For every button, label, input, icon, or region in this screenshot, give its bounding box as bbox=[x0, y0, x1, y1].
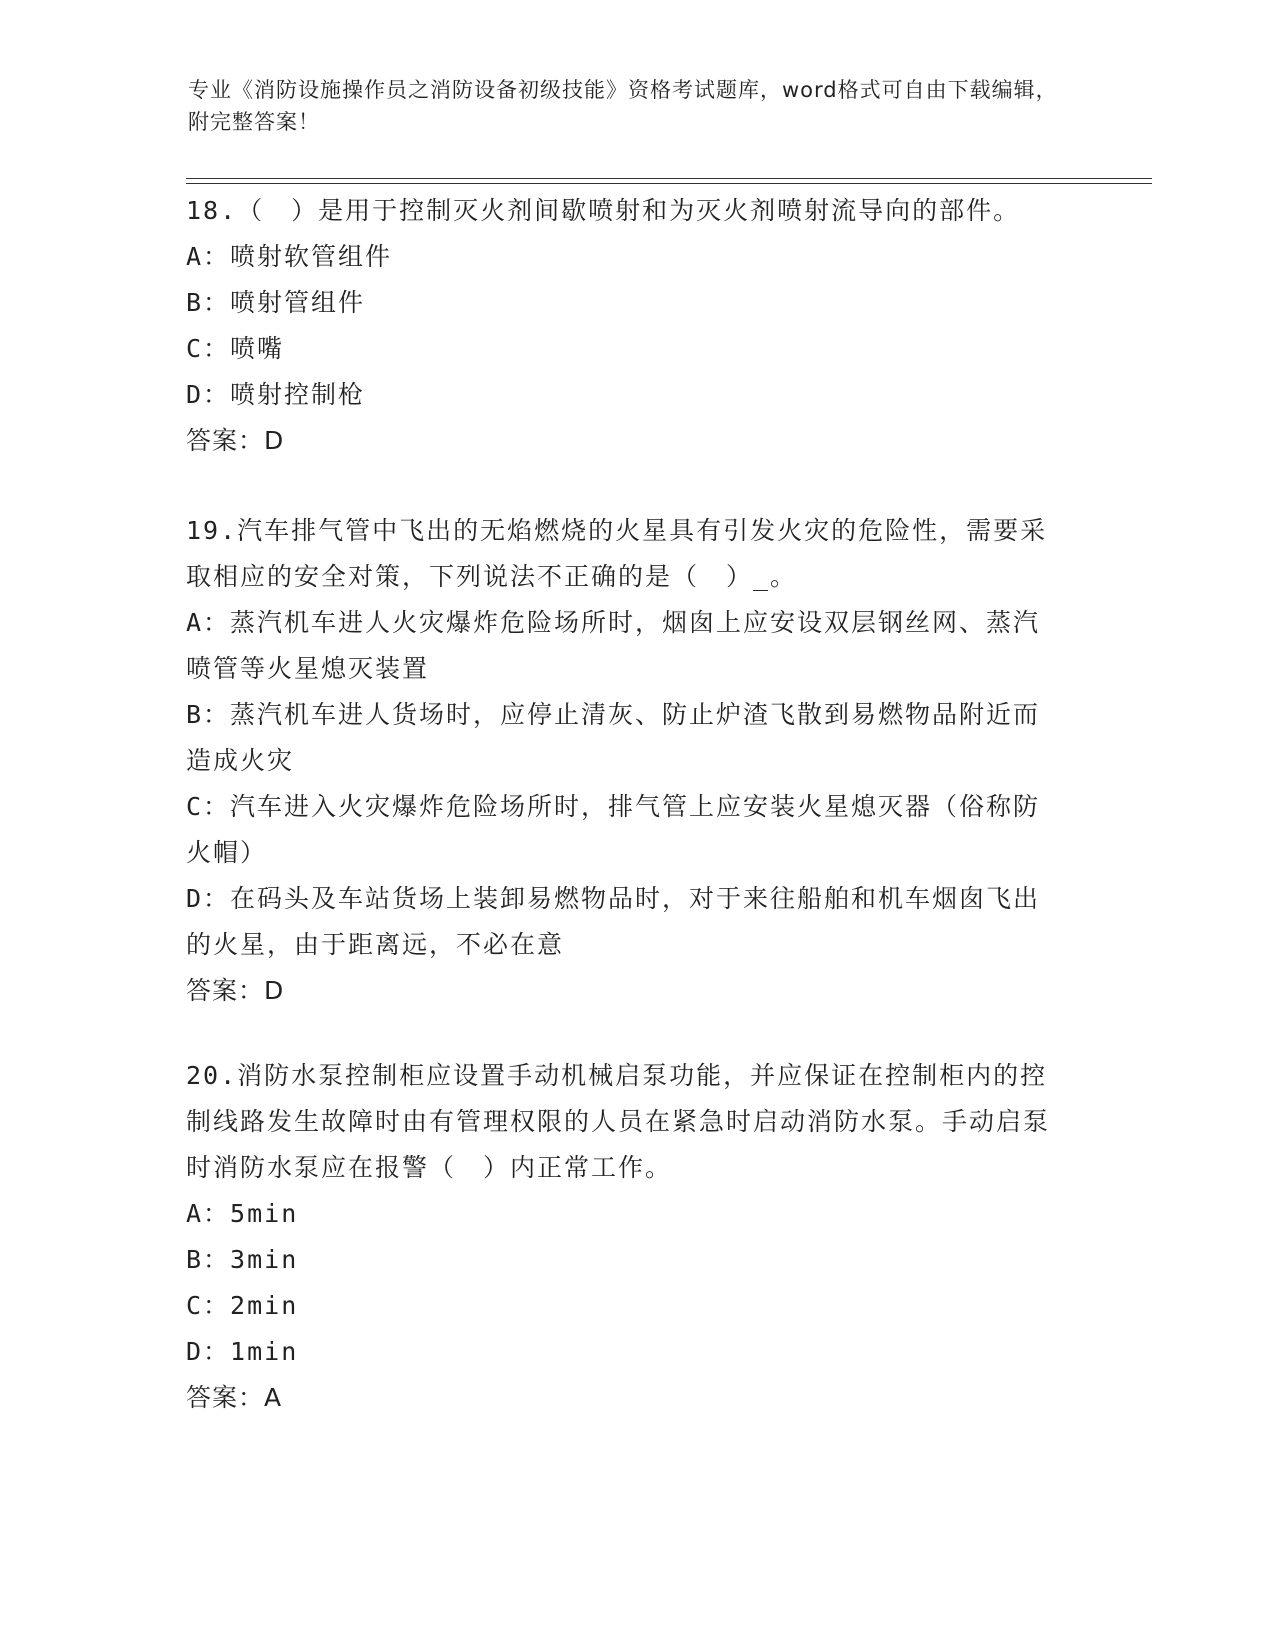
answer-line: 答案：D bbox=[186, 426, 285, 455]
option-a: A：5min bbox=[186, 1199, 299, 1228]
document-header: 专业《消防设施操作员之消防设备初级技能》资格考试题库，word格式可自由下载编辑，附完整答案！ bbox=[188, 78, 1058, 134]
option-c: C：汽车进入火灾爆炸危险场所时，排气管上应安装火星熄灭器（俗称防火帽） bbox=[186, 792, 1041, 867]
question-19 bbox=[186, 508, 1066, 1014]
header-divider-top bbox=[186, 178, 1152, 179]
option-c: C：喷嘴 bbox=[186, 334, 285, 363]
question-stem: 18.（ ）是用于控制灭火剂间歇喷射和为灭火剂喷射流导向的部件。 bbox=[186, 196, 1021, 225]
option-d: D：喷射控制枪 bbox=[186, 380, 366, 409]
option-b: B：喷射管组件 bbox=[186, 288, 366, 317]
option-d: D：在码头及车站货场上装卸易燃物品时，对于来往船舶和机车烟囱飞出的火星，由于距离远，不必在意 bbox=[186, 884, 1041, 959]
option-d: D：1min bbox=[186, 1337, 299, 1366]
question-18 bbox=[186, 188, 1066, 464]
question-stem: 19.汽车排气管中飞出的无焰燃烧的火星具有引发火灾的危险性，需要采取相应的安全对策，下列说法不正确的是（ ）_。 bbox=[186, 516, 1048, 591]
question-20 bbox=[186, 1053, 1066, 1421]
question-stem: 20.消防水泵控制柜应设置手动机械启泵功能，并应保证在控制柜内的控制线路发生故障时由有管理权限的人员在紧急时启动消防水泵。手动启泵时消防水泵应在报警（ ）内正常工作。 bbox=[186, 1061, 1051, 1182]
option-c: C：2min bbox=[186, 1291, 299, 1320]
answer-line: 答案：D bbox=[186, 976, 285, 1005]
option-b: B：3min bbox=[186, 1245, 299, 1274]
option-b: B：蒸汽机车进人货场时，应停止清灰、防止炉渣飞散到易燃物品附近而造成火灾 bbox=[186, 700, 1041, 775]
header-divider-bottom bbox=[186, 183, 1152, 184]
option-a: A：喷射软管组件 bbox=[186, 242, 393, 271]
option-a: A：蒸汽机车进人火灾爆炸危险场所时，烟囱上应安设双层钢丝网、蒸汽喷管等火星熄灭装置 bbox=[186, 608, 1041, 683]
answer-line: 答案：A bbox=[186, 1383, 283, 1412]
